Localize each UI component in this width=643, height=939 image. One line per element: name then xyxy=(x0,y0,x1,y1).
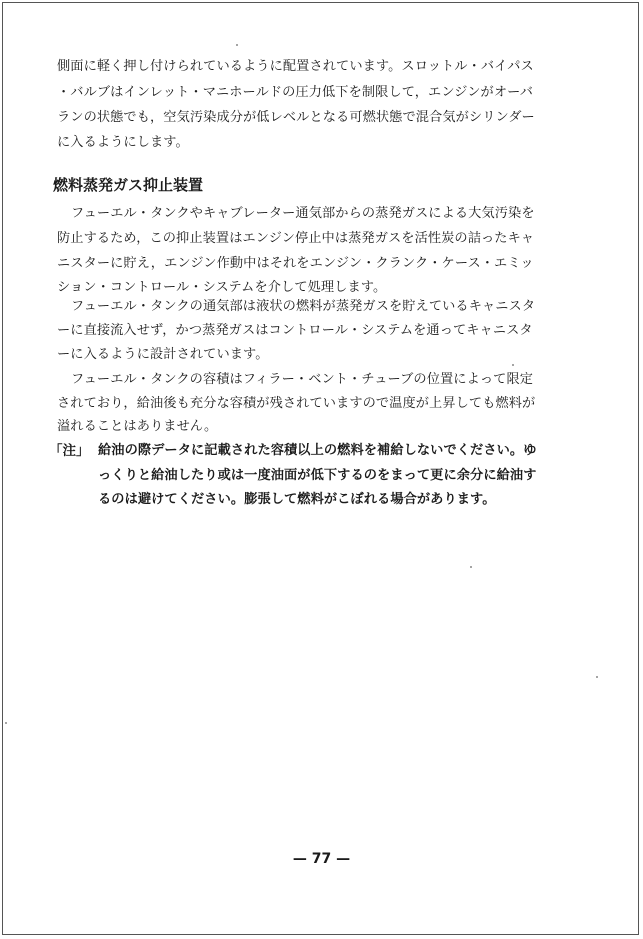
scan-speck xyxy=(470,566,472,568)
para3-line-1: フューエル・タンクの容積はフィラー・ベント・チューブの位置によって限定 xyxy=(71,372,534,387)
intro-line-2: ・バルブはインレット・マニホールドの圧力低下を制限して，エンジンがオーバ xyxy=(57,85,534,100)
note-line-2: っくりと給油したり或は一度油面が低下するのをまって更に余分に給油す xyxy=(98,468,537,483)
scan-speck xyxy=(5,722,7,724)
scan-speck xyxy=(596,676,598,678)
intro-line-3: ランの状態でも，空気汚染成分が低レベルとなる可燃状態で混合気がシリンダー xyxy=(57,110,535,125)
para2-line-1: フューエル・タンクの通気部は液状の燃料が蒸発ガスを貯えているキャニスタ xyxy=(71,299,536,314)
section-heading: 燃料蒸発ガス抑止装置 xyxy=(53,176,204,194)
intro-line-4: に入るようにします。 xyxy=(57,135,189,150)
scan-speck xyxy=(236,44,238,46)
para2-line-2: ーに直接流入せず，かつ蒸発ガスはコントロール・システムを通ってキャニスタ xyxy=(57,323,533,338)
scan-speck xyxy=(512,364,514,366)
intro-line-1: 側面に軽く押し付けられているように配置されています。スロットル・バイパス xyxy=(57,59,534,74)
para3-line-3: 溢れることはありません。 xyxy=(57,419,218,434)
para2-line-3: ーに入るように設計されています。 xyxy=(57,347,269,362)
para1-line-2: 防止するため，この抑止装置はエンジン停止中は蒸発ガスを活性炭の詰ったキャ xyxy=(57,231,535,246)
para3-line-2: されており，給油後も充分な容積が残されていますので温度が上昇しても燃料が xyxy=(57,396,536,411)
note-line-1: 給油の際データに記載された容積以上の燃料を補給しないでください。ゆ xyxy=(98,443,537,458)
page-number: — 77 — xyxy=(292,851,351,867)
para1-line-3: ニスターに貯え，エンジン作動中はそれをエンジン・クランク・ケース・エミッ xyxy=(57,256,534,271)
note-label: 「注」 xyxy=(49,443,90,459)
para1-line-1: フューエル・タンクやキャブレーター通気部からの蒸発ガスによる大気汚染を xyxy=(71,206,535,221)
note-line-3: るのは避けてください。膨張して燃料がこぼれる場合があります。 xyxy=(98,492,496,507)
para1-line-4: ション・コントロール・システムを介して処理します。 xyxy=(57,280,387,295)
